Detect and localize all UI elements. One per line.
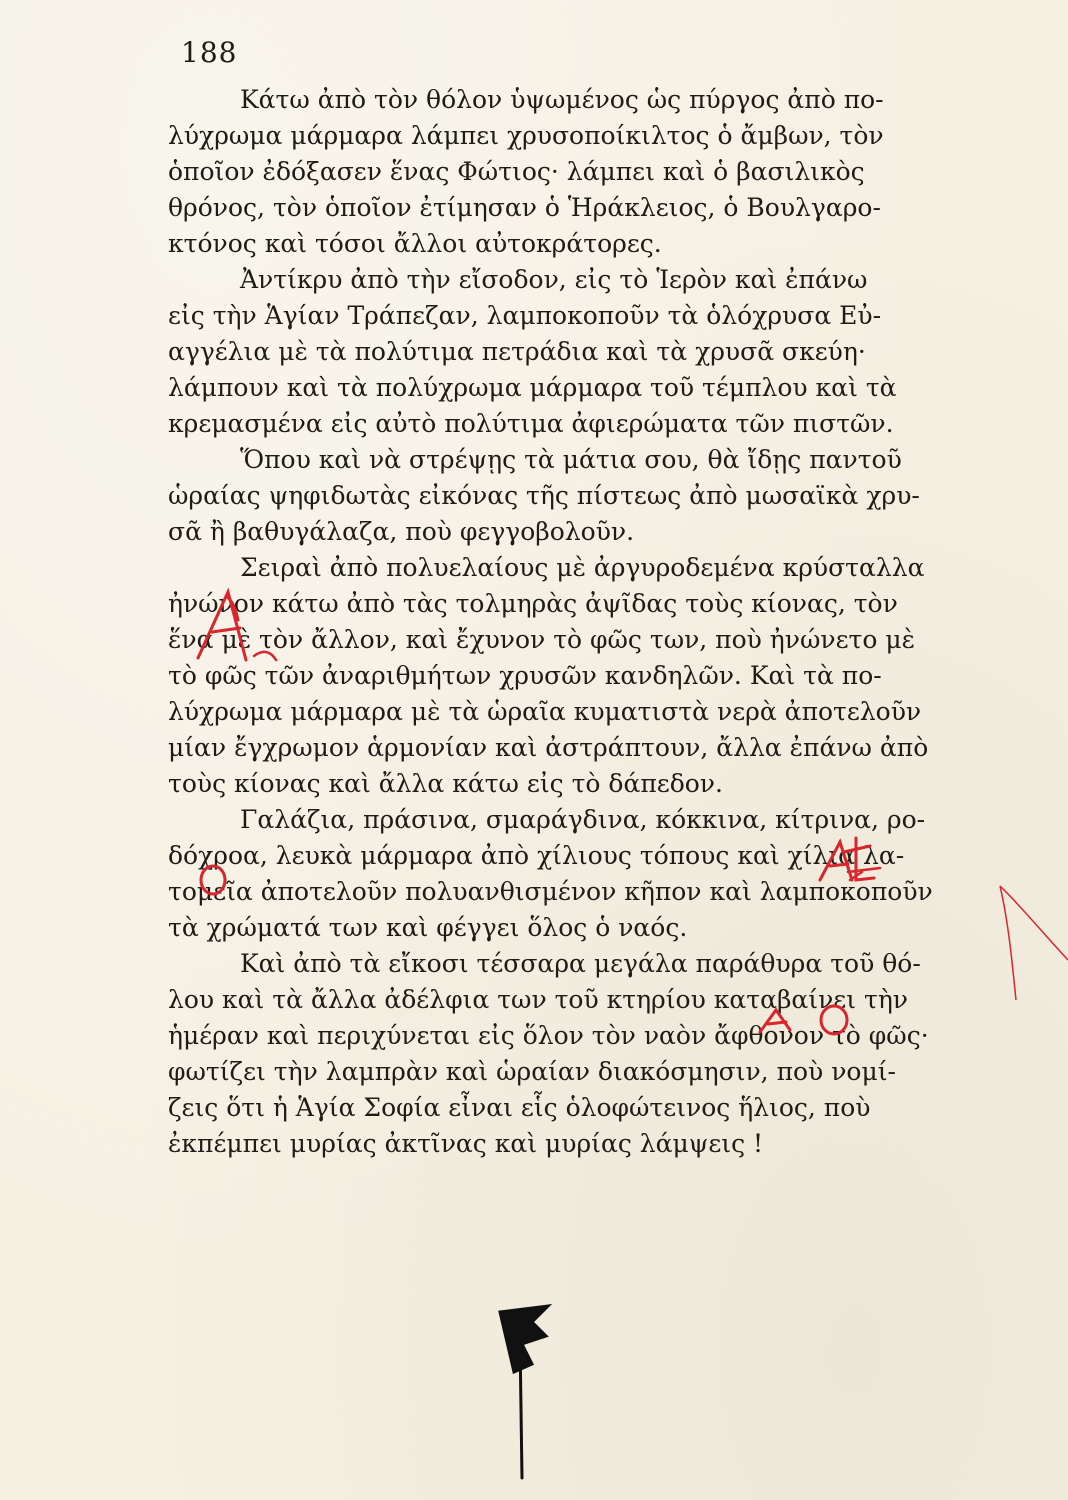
text-line: Σειραὶ ἀπὸ πολυελαίους μὲ ἀργυροδεμένα κρύσταλλα	[240, 553, 925, 582]
text-line: ἐκπέμπει μυρίας ἀκτῖνας καὶ μυρίας λάμψεις !	[168, 1129, 764, 1158]
black-end-mark-icon	[500, 1306, 548, 1478]
text-line: τὰ χρώματά των καὶ φέγγει ὅλος ὁ ναός.	[168, 913, 688, 942]
text-line: κτόνος καὶ τόσοι ἄλλοι αὐτοκράτορες.	[168, 229, 662, 258]
text-line: ὡραίας ψηφιδωτὰς εἰκόνας τῆς πίστεως ἀπὸ μωσαϊκὰ χρυ-	[168, 481, 920, 510]
text-line: αγγέλια μὲ τὰ πολύτιμα πετράδια καὶ τὰ χρυσᾶ σκεύη·	[168, 337, 866, 366]
paragraph	[168, 442, 1010, 550]
text-line: Γαλάζια, πράσινα, σμαράγδινα, κόκκινα, κίτρινα, ρο-	[240, 805, 926, 834]
text-line: θρόνος, τὸν ὁποῖον ἐτίμησαν ὁ Ἡράκλειος, ὁ Βουλγαρο-	[168, 193, 881, 222]
text-line: Ἀντίκρυ ἀπὸ τὴν εἴσοδον, εἰς τὸ Ἱερὸν καὶ ἐπάνω	[240, 265, 868, 294]
text-line: λου καὶ τὰ ἄλλα ἀδέλφια των τοῦ κτηρίου καταβαίνει τὴν	[168, 985, 909, 1014]
text-line: λάμπουν καὶ τὰ πολύχρωμα μάρμαρα τοῦ τέμπλου καὶ τὰ	[168, 373, 897, 402]
paragraph	[168, 82, 1010, 262]
text-line: ζεις ὅτι ἡ Ἁγία Σοφία εἶναι εἷς ὁλοφώτεινος ἥλιος, ποὺ	[168, 1093, 871, 1122]
paragraph	[168, 802, 1010, 946]
text-line: δόχροα, λευκὰ μάρμαρα ἀπὸ χίλιους τόπους καὶ χίλια λα-	[168, 841, 905, 870]
paragraph	[168, 550, 1010, 802]
text-line: ὁποῖον ἐδόξασεν ἕνας Φώτιος· λάμπει καὶ ὁ βασιλικὸς	[168, 157, 865, 186]
body-text	[168, 82, 1010, 1162]
text-line: φωτίζει τὴν λαμπρὰν καὶ ὡραίαν διακόσμησιν, ποὺ νομί-	[168, 1057, 896, 1086]
text-line: μίαν ἔγχρωμον ἁρμονίαν καὶ ἀστράπτουν, ἄλλα ἐπάνω ἀπὸ	[168, 733, 929, 762]
text-line: τομεῖα ἀποτελοῦν πολυανθισμένον κῆπον καὶ λαμποκοποῦν	[168, 877, 933, 906]
text-line: τὸ φῶς τῶν ἀναριθμήτων χρυσῶν κανδηλῶν. Καὶ τὰ πο-	[168, 661, 882, 690]
paragraph	[168, 262, 1010, 442]
text-line: λύχρωμα μάρμαρα λάμπει χρυσοποίκιλτος ὁ ἄμβων, τὸν	[168, 121, 884, 150]
text-line: ἠνώνον κάτω ἀπὸ τὰς τολμηρὰς ἀψῖδας τοὺς κίονας, τὸν	[168, 589, 898, 618]
text-line: ἡμέραν καὶ περιχύνεται εἰς ὅλον τὸν ναὸν ἄφθονον τὸ φῶς·	[168, 1021, 929, 1050]
paragraph	[168, 946, 1010, 1162]
text-line: Ὅπου καὶ νὰ στρέψῃς τὰ μάτια σου, θὰ ἴδῃς παντοῦ	[240, 445, 902, 474]
text-line: ἕνα μὲ τὸν ἄλλον, καὶ ἔχυνον τὸ φῶς των, ποὺ ἠνώνετο μὲ	[168, 625, 916, 654]
text-line: Κάτω ἀπὸ τὸν θόλον ὑψωμένος ὡς πύργος ἀπὸ πο-	[240, 85, 884, 114]
text-line: λύχρωμα μάρμαρα μὲ τὰ ὡραῖα κυματιστὰ νερὰ ἀποτελοῦν	[168, 697, 922, 726]
text-line: κρεμασμένα εἰς αὐτὸ πολύτιμα ἀφιερώματα τῶν πιστῶν.	[168, 409, 894, 438]
page-number: 188	[181, 36, 238, 69]
text-line: τοὺς κίονας καὶ ἄλλα κάτω εἰς τὸ δάπεδον.	[168, 769, 723, 798]
text-line: Καὶ ἀπὸ τὰ εἴκοσι τέσσαρα μεγάλα παράθυρα τοῦ θό-	[240, 949, 921, 978]
text-line: εἰς τὴν Ἁγίαν Τράπεζαν, λαμποκοποῦν τὰ ὁλόχρυσα Εὐ-	[168, 301, 882, 330]
red-margin-line-icon	[1000, 886, 1068, 1000]
text-line: σᾶ ἢ βαθυγάλαζα, ποὺ φεγγοβολοῦν.	[168, 517, 635, 546]
